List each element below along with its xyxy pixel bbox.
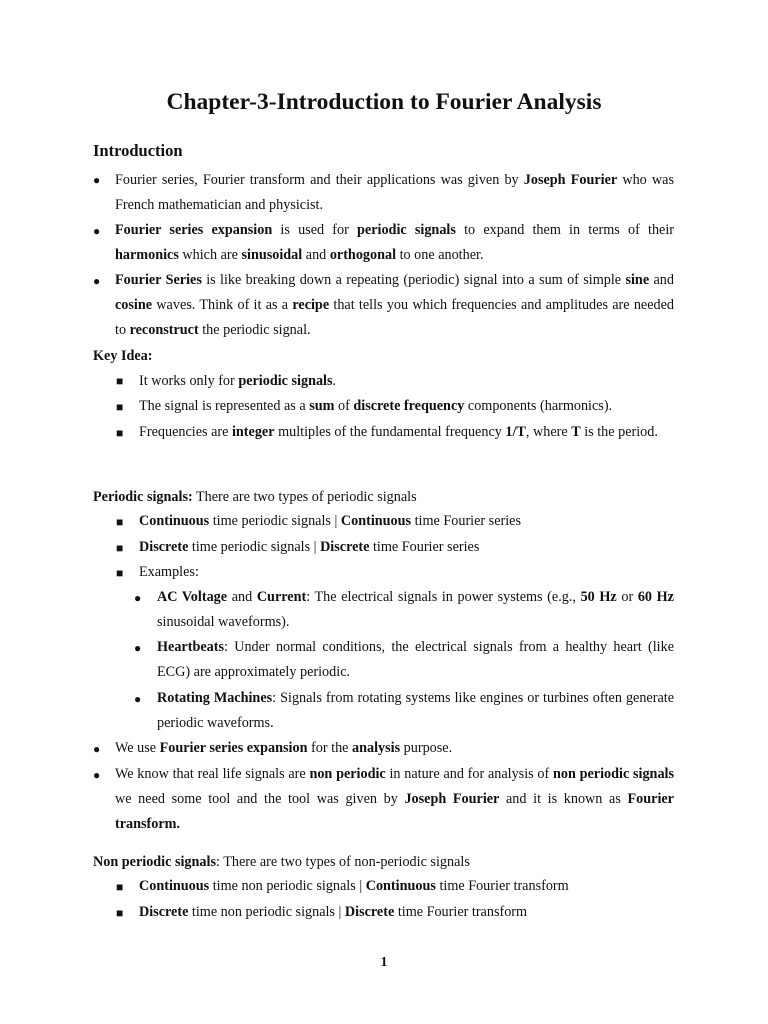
text-run: , where (525, 424, 572, 440)
bold-term: sine (625, 272, 650, 288)
bullet-marker: ● (93, 224, 101, 238)
bold-term: 1/T (505, 424, 526, 440)
text-run: or (616, 589, 638, 605)
bullet-marker: ● (93, 742, 101, 756)
text-run: Fourier series, Fourier transform and their applications was given by (115, 172, 524, 188)
text-run: who was French mathematician and physicist. (115, 172, 674, 214)
text-run: The signal is represented as a (139, 398, 310, 414)
text-run: time Fourier transform (435, 878, 569, 894)
bold-term: Rotating Machines (157, 690, 273, 706)
square-marker: ■ (116, 566, 124, 580)
text-run: time non periodic signals | (209, 878, 366, 894)
square-marker: ■ (116, 515, 124, 529)
bold-term: orthogonal (329, 247, 397, 264)
bold-term: analysis (352, 740, 401, 756)
page-title: Chapter-3-Introduction to Fourier Analysis (166, 89, 602, 115)
bold-term: Continuous (139, 878, 210, 894)
text-run: Examples: (139, 564, 199, 580)
bold-term: Fourier transform. (115, 791, 674, 833)
bold-term: sum (309, 398, 335, 414)
text-run: the periodic signal. (198, 322, 311, 339)
example-rotating-machines (157, 686, 674, 736)
text-run: . (332, 373, 337, 389)
text-run: and it is known as (499, 791, 628, 808)
square-marker: ■ (116, 880, 124, 894)
text-run: we need some tool and the tool was given by (115, 791, 405, 808)
text-run: time periodic signals | (188, 539, 321, 555)
square-marker: ■ (116, 426, 124, 440)
text-run: purpose. (400, 740, 453, 756)
text-run: : There are two types of non-periodic signals (215, 854, 470, 870)
bullet-marker: ● (93, 768, 101, 782)
bold-term: integer (231, 424, 275, 440)
text-run: : The electrical signals in power systems (e.g., (306, 589, 581, 605)
text-run: time Fourier transform (394, 904, 528, 920)
key-idea-item-1 (139, 369, 674, 394)
bold-term: AC Voltage (157, 589, 228, 605)
bullet-marker: ● (93, 274, 101, 288)
key-idea-item-3 (139, 420, 674, 445)
intro-bullet-1 (115, 168, 674, 218)
bold-term: Continuous (365, 878, 436, 894)
text-run: : Under normal conditions, the electrical signals from a healthy heart (like ECG) are approximately periodic. (157, 639, 674, 680)
text-run: to one another. (396, 247, 484, 264)
bullet-marker: ● (134, 641, 142, 655)
text-run: We know that real life signals are (115, 766, 310, 782)
text-run: and (649, 272, 674, 288)
bold-term: Current (256, 589, 307, 605)
text-run: There are two types of periodic signals (192, 489, 417, 505)
square-marker: ■ (116, 906, 124, 920)
bold-term: periodic signals (357, 222, 456, 238)
bullet-marker: ● (93, 173, 101, 187)
bold-term: periodic signals (238, 373, 333, 389)
fourier-series-use-bullet (115, 736, 674, 761)
text-run: sinusoidal waveforms). (157, 614, 290, 630)
text-run: time Fourier series (369, 539, 480, 555)
bold-term: 60 Hz (637, 589, 674, 605)
intro-bullet-2 (115, 218, 674, 268)
text-run: for the (307, 740, 353, 756)
text-run: is used for (272, 222, 358, 238)
bold-term: non periodic (309, 766, 386, 782)
text-run: of (334, 398, 354, 414)
text-run: and (227, 589, 257, 605)
bold-term: 50 Hz (580, 589, 617, 605)
text-run: time periodic signals | (209, 513, 341, 529)
text-run: time non periodic signals | (188, 904, 345, 920)
periodic-item-1 (139, 509, 674, 534)
text-run: that tells you which frequencies and amplitudes are needed to (115, 297, 674, 339)
bold-term: harmonics (115, 247, 179, 264)
example-ac-voltage (157, 585, 674, 635)
bold-term: recipe (292, 297, 330, 314)
section-heading-introduction: Introduction (93, 141, 183, 160)
periodic-signals-intro (93, 487, 673, 507)
square-marker: ■ (116, 374, 124, 388)
key-idea-label: Key Idea: (93, 348, 153, 364)
bold-term: Discrete (139, 904, 189, 920)
page-number: 1 (380, 955, 388, 970)
text-run: : Signals from rotating systems like engines or turbines often generate periodic waveforms. (157, 690, 674, 731)
intro-bullet-3 (115, 268, 674, 344)
bold-term: Heartbeats (157, 639, 224, 655)
bold-term: sinusoidal (241, 247, 303, 264)
key-idea-item-2 (139, 394, 674, 419)
text-run: waves. Think of it as a (152, 297, 293, 314)
bold-term: Joseph Fourier (404, 791, 500, 808)
fourier-transform-bullet (115, 762, 674, 838)
text-run: It works only for (139, 373, 239, 389)
text-run: Frequencies are (139, 424, 232, 440)
bold-term: Continuous (340, 513, 412, 529)
bold-term: Discrete (139, 539, 189, 555)
nonperiodic-signals-intro (93, 852, 673, 872)
example-heartbeats (157, 635, 674, 685)
bold-term: Discrete (320, 539, 370, 555)
square-marker: ■ (116, 541, 124, 555)
text-run: to expand them in terms of their (455, 222, 675, 238)
bold-term: Fourier Series (115, 272, 202, 288)
bullet-marker: ● (134, 591, 142, 605)
bold-term: Discrete (344, 904, 395, 920)
periodic-item-2 (139, 535, 674, 560)
square-marker: ■ (116, 400, 124, 414)
bold-term: Non periodic signals (93, 854, 216, 870)
bold-term: reconstruct (129, 322, 199, 339)
bold-term: discrete frequency (353, 398, 465, 414)
bullet-marker: ● (134, 692, 142, 706)
text-run: multiples of the fundamental frequency (274, 424, 506, 440)
text-run: We use (115, 740, 160, 756)
text-run: is like breaking down a repeating (periodic) signal into a sum of simple (201, 272, 626, 288)
nonperiodic-item-2 (139, 900, 674, 925)
bold-term: Periodic signals: (93, 489, 193, 505)
text-run: components (harmonics). (464, 398, 613, 414)
bold-term: T (571, 424, 581, 440)
bold-term: cosine (115, 297, 153, 314)
nonperiodic-item-1 (139, 874, 674, 899)
periodic-item-3 (139, 560, 674, 585)
text-run: and (302, 247, 330, 264)
text-run: which are (178, 247, 242, 264)
text-run: is the period. (580, 424, 658, 440)
bold-term: Joseph Fourier (523, 172, 618, 188)
bold-term: Fourier series expansion (115, 222, 273, 238)
text-run: time Fourier series (411, 513, 521, 529)
text-run: in nature and for analysis of (385, 766, 553, 782)
bold-term: Continuous (139, 513, 210, 529)
bold-term: Fourier series expansion (159, 740, 308, 756)
bold-term: non periodic signals (552, 766, 674, 782)
